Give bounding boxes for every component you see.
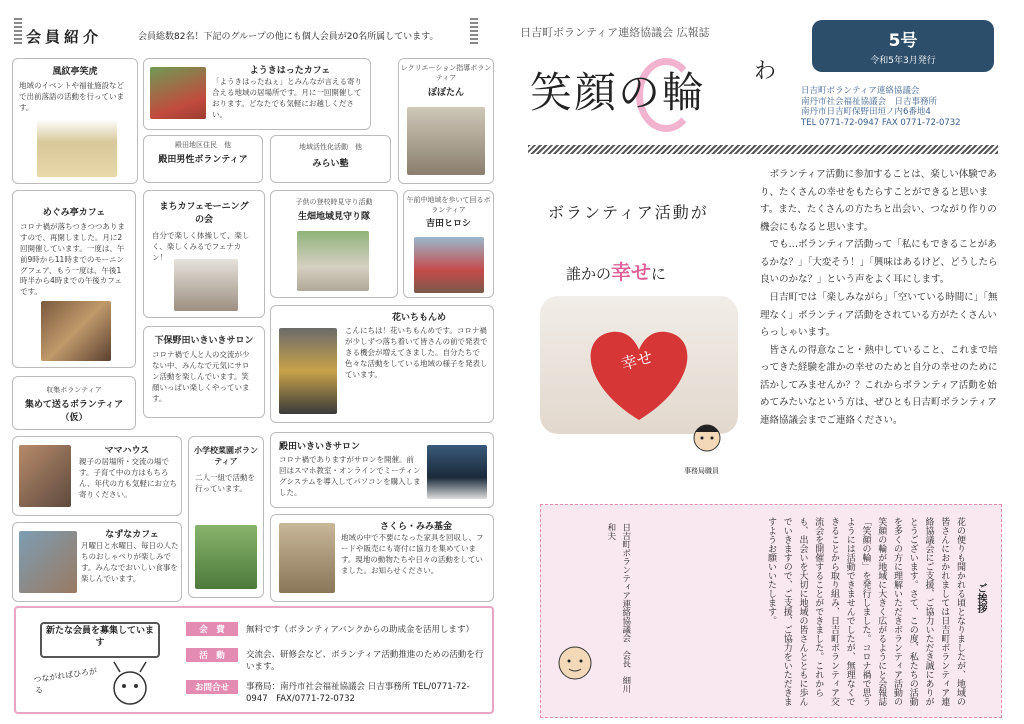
performance-photo: [279, 328, 337, 414]
greeting-body: 花の便りも聞かれる頃となりましたが、地域の皆さんにおかれましては日吉町ボランティア連絡協議会にご支援、ご協力いただき誠にありがとうございます。さて、この度、私たちの活動を多くの方に理解いただきボランティア活動の笑顔の輪が地域に大きく広がるようにと会報誌「笑顔の輪」を発行しました。コロナ禍で思うようには活動できませんでしたが、無理なくできることから取り組み、日吉町ボランティア交流会を開催することができました。これからも、出会いを大切に地域の皆さんとともに歩んでいきますので、ご支援、ご協力をいただきますようお願いいたします。: [766, 517, 965, 706]
greeting-title: ご挨拶: [975, 583, 986, 613]
card-shogakko: [188, 436, 264, 598]
article-paragraph: ボランティア活動に参加することは、楽しい体験であり、たくさんの幸せをもたらすことができると思います。また、たくさんの方たちと出会い、つながり作りの機会にもなると思います。: [760, 169, 997, 233]
card-text: コロナ禍で人と人の交流が少ない中、みんなで元気にサロン活動を楽しんでいます。笑顔いっぱい楽しくやっています。: [152, 350, 250, 403]
card-tag: 地域活性化活動 他: [299, 143, 362, 151]
article-paragraph: 日吉町では「楽しみながら」「空いている時間に」「無理なく」ボランティア活動をされている方がたくさんいらっしゃいます。: [760, 291, 998, 339]
recruit-row-fee: [186, 622, 474, 636]
card-title: ようきはったカフェ: [249, 66, 331, 76]
row-label: 活 動: [186, 648, 238, 662]
lead-line1: ボランティア活動が: [548, 203, 709, 222]
playroom-photo: [19, 445, 71, 507]
card-title: 下保野田いきいきサロン: [154, 336, 254, 346]
org-line: 南丹市社会福祉協議会 日吉事務所: [801, 96, 938, 107]
card-tag: レクリエーション指導ボランティア: [400, 64, 492, 82]
exercise-photo: [174, 259, 238, 311]
card-machi: [143, 190, 265, 318]
card-popotan: [398, 58, 494, 184]
heart-icon: [540, 296, 738, 434]
lead-text: に: [651, 265, 667, 283]
heart-label: 幸せ: [618, 347, 655, 374]
cafe-photo: [150, 67, 206, 119]
staff-label: 事務局職員: [684, 467, 719, 475]
card-title: 小学校菜園ボランティア: [194, 446, 258, 466]
card-megumi: [12, 190, 136, 368]
card-title: さくら・みみ基金: [379, 522, 452, 532]
card-title: 殿田男性ボランティア: [158, 155, 248, 165]
card-title: ぽぽたん: [427, 88, 464, 98]
card-title: 生畑地域見守り隊: [297, 212, 370, 222]
issue-date: 令和5年3月発行: [870, 56, 936, 66]
card-text: 親子の居場所・交流の場です。子育て中の方はもちろん、年代の方も気軽にお立ち寄りください。: [79, 457, 177, 499]
lead-highlight: 幸せ: [611, 260, 652, 284]
card-title: 花いちもんめ: [391, 313, 446, 323]
row-value: 事務局：南丹市社会福祉協議会 日吉事務所 TEL/0771-72-0947 FAX/0771-72-0732: [246, 682, 470, 704]
card-title: 殿田いきいきサロン: [279, 442, 361, 452]
card-title: ママハウス: [104, 446, 150, 456]
card-youkoso: [143, 58, 371, 130]
masthead-kana: わ: [754, 59, 777, 84]
org-line: 日吉町ボランティア連絡協議会: [801, 86, 920, 96]
card-mama: [12, 436, 182, 516]
masthead-title: 笑顔の輪: [530, 68, 707, 117]
recruitment-box: [14, 606, 494, 714]
cafe-photo: [19, 531, 77, 593]
row-value: 交流会、研修会など、ボランティア活動推進のための活動を行います。: [246, 650, 484, 672]
article-paragraph: でも…ボランティア活動って「私にもできることがあるかな？」「大変そう！」「興味はあるけど、どうしたら良いのかな？」という声をよく耳にします。: [760, 239, 998, 286]
card-shimohoden: [143, 326, 265, 418]
org-info: [801, 86, 961, 129]
deer-mascot-icon: [104, 660, 156, 710]
recruit-tagline: つながればひろがる: [32, 666, 98, 696]
card-yoshida: [403, 190, 494, 298]
greeting-signature: 日吉町ボランティア連絡協議会 会長 細川 和夫: [605, 523, 631, 702]
recruit-sign: [40, 622, 160, 658]
issue-badge: [812, 20, 994, 72]
card-text: 月曜日と水曜日、毎日の人たちのおしゃべりが楽しみです。みんなでおいしい食事を楽しんでいます。: [81, 541, 179, 583]
volunteer-photo: [414, 237, 484, 293]
animals-photo: [279, 523, 335, 593]
garden-photo: [195, 525, 257, 589]
row-label: お問合せ: [186, 680, 238, 694]
patrol-photo: [297, 231, 369, 291]
section-title: 会員紹介: [26, 28, 103, 46]
card-tono: [143, 135, 263, 183]
rakugo-photo: [37, 119, 117, 177]
card-atsumete: [12, 376, 136, 430]
lead-line2: [566, 256, 666, 285]
staff-face-icon: [690, 418, 724, 458]
card-tag: 子供の登校時見守り活動: [295, 198, 373, 206]
card-tag: 殿田地区住民 他: [175, 141, 231, 149]
card-sakura: [270, 514, 494, 602]
hatch-divider: [528, 145, 998, 154]
card-title: なずなカフェ: [105, 530, 159, 540]
article-paragraph: 皆さんの得意なこと・熱中していること、これまで培ってきた経験を誰かの幸せのためと自分の幸せのために活かしてみませんか？？これからボランティア活動を始めてみたいなという方は、ぜひとも日吉町ボランティア連絡協議会までご連絡ください。: [760, 344, 998, 426]
card-title: めぐみ亭カフェ: [42, 208, 106, 218]
row-label: 会 費: [186, 622, 238, 636]
publisher-line: 日吉町ボランティア連絡協議会 広報誌: [520, 26, 710, 39]
card-text: 地域の中で不要になった家具を回収し、フードや販売にも寄付に協力を集めています。現地の動物たちや日々の活動をしていました。お知らせください。: [341, 533, 484, 575]
greeting-box: [540, 504, 1002, 718]
lead-text: 誰かの: [566, 265, 612, 283]
card-text: 「ようきはったねぇ」とみんなが言える寄り合える地域の居場所です。月に一回開催しております。どなたでも気軽にお越しください。: [212, 77, 362, 119]
section-subtitle: 会員総数82名！下記のグループの他にも個人会員が20名所属しています。: [138, 32, 439, 42]
card-text: こんにちは！花いちもんめです。コロナ禍が少しずつ落ち着いて皆さんの前で発表できる機会が増えてきました。自分たちで色々な活動をしている地域の様子を発表しています。: [345, 326, 488, 379]
card-title: 集めて送るボランティア（仮）: [24, 400, 124, 423]
card-mirai: [270, 135, 391, 183]
performers-photo: [407, 107, 485, 175]
header-decoration-left: [14, 18, 22, 46]
recruit-row-activity: [186, 648, 486, 672]
recruit-sign-text: 新たな会員を募集しています: [45, 626, 154, 648]
card-text: 自分で楽しく体操して、楽しく、楽しくみるでフェナカン！: [152, 231, 250, 262]
card-title: まちカフェモーニングの会: [159, 202, 249, 225]
card-text: コロナ禍でありますがサロンを開催。前回はスマホ教室・オンラインでミーティングシステムを導入してパソコンを購入しました。: [279, 455, 421, 497]
card-title: みらい塾: [312, 159, 349, 169]
card-nazuna: [12, 522, 182, 602]
computer-photo: [427, 445, 487, 499]
row-value: 無料です（ボランティアバンクからの助成金を活用します）: [246, 625, 474, 635]
card-title: 吉田ヒロシ: [425, 219, 471, 229]
cafe-photo: [41, 301, 111, 361]
card-text: 地域のイベントや福祉施設などで出前落語の活動を行っています。: [19, 81, 124, 112]
org-line: TEL 0771-72-0947 FAX 0771-72-0732: [801, 117, 961, 128]
card-hanaichi: [270, 305, 494, 423]
card-text: コロナ禍が落ちつきつつありますので、再開しました。月に2回開催しています。一度は、午前9時から11時までのモーニングフェア、もう一度は、午後1時半から4時までの午後カフェです。: [20, 222, 125, 297]
org-line: 南丹市日吉町保野田垣ノ内6番地4: [801, 107, 931, 118]
heart-photo: [540, 296, 738, 434]
recruit-row-contact: [186, 680, 486, 704]
card-text: 二人一組で活動を行っています。: [195, 473, 255, 493]
card-tag: 午前中地域を歩いて回るボランティア: [406, 196, 491, 214]
card-title: 風紋亭笑虎: [52, 67, 98, 77]
issue-number: 5号: [888, 31, 918, 51]
chairman-face-icon: [555, 643, 595, 683]
card-furaku: [12, 58, 138, 184]
card-tag: 収集ボランティア: [46, 386, 102, 394]
card-seiden: [270, 190, 398, 298]
article-body: [760, 166, 1000, 429]
header-decoration-right: [470, 18, 478, 46]
card-tonodasalon: [270, 432, 494, 508]
